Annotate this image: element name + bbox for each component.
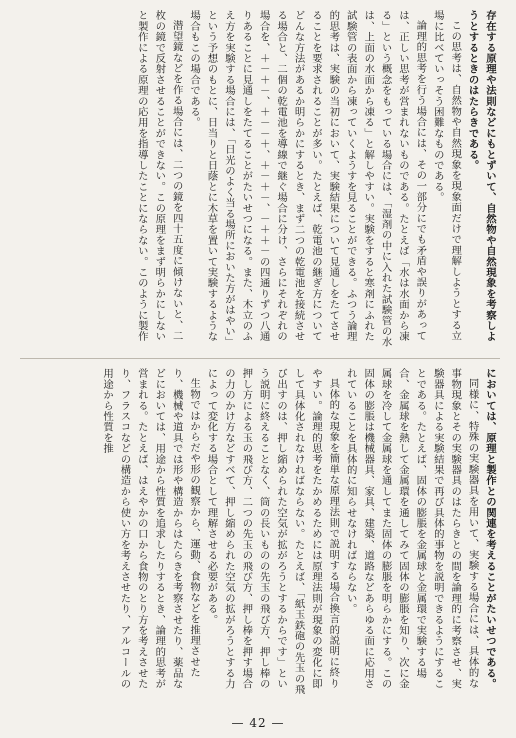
paragraph: [428, 10, 463, 350]
body-text: 具体的な現象を簡単な原理法則で説明する場合換言的説明に終りやすい。論理的思考をたかめるためには原理法則が現象の変化に即して具体化されなければならない。たとえば、「紙玉鉄砲の先玉の飛び出すのは、押し縮められた空気が拡がろうとするからです」という説明に終えることなく、筒の長いものの先玉の飛び方、押し棒の押し方による玉の飛び方、二つの先玉の飛び方、押し棒を押す場合の力のかけ方などすべて、押し縮められた空気の拡がろうとする力によって変化する場合として理解させる必要がある。: [205, 368, 340, 695]
body-text: 同様に、特殊の実験器具を用いて、実験する場合には、具体的な事物現象とその実験器具のはたらきとの間を論理的に考察させ、実験器具による実験結果で再び具体的事物を説明できるようにすることである。たとえば、固体の膨脹を金属球と金属環で実験する場合、金属球を熱して金属環を通してみて固体の膨脹を知り、次に金属球を冷して金属球を通してまた固体の膨脹を明らかにする。この固体の膨脹は機械器具、家具、建築、道路などあらゆる面に応用されていることを具体的に知らせなければならない。: [344, 368, 479, 689]
paragraph: [481, 368, 498, 698]
bold-text: においては、原理と製作との関連を考えることがたいせつである。: [484, 368, 496, 689]
upper-text-block: [22, 10, 498, 350]
paragraph: [463, 10, 498, 350]
page-number: — 42 —: [231, 716, 285, 730]
paragraph: [341, 368, 480, 698]
body-text: 潜望鏡などを作る場合には、二つの鏡を四十五度に傾けないと、二枚の鏡で反射させることができない。この原理をまず明らかにしないと製作による原理の応用を指導したことにならない。このように製作: [135, 10, 183, 342]
paragraph: [98, 368, 202, 698]
paragraph: [185, 10, 429, 350]
body-text: 論理的思考を行う場合には、その一部分にでも矛盾や誤りがあっては、正しい思考が営まれないものである。たとえば「水は水面から凍る」という概念をもっている場合には、「湿剤の中に入れた試験管の水は、上面の水面から凍る」と解しやすい。実験をすると寒剤にふれた試験管の表面から凍っていくようすを見ることができる。ふつう論理的思考は、実験の当初において、実験結果について見通しをたてさせることを要求されることが多い。たとえば、乾電池の継ぎ方についてどんな方法があるか明らかにするとき、まず二つの乾電池を接続させる場合と、二個の乾電池を導線で継ぐ場合に分け、さらにそれぞれの場合を、＋－＋－、＋－－＋、＋－＋－、－＋＋－の四通りずつ八通りあることに見通しをたてることがたいせつになる。また、木立のふえ方を実験する場合には、「日光のよく当る場所においた方がはやい」という予想のもとに、日当りと日蔭とに木草を置いて実験するような場合もこの場合である。: [188, 10, 427, 348]
bold-text: 存在する原理や法則などにもとずいて、自然物や自然現象を考察しようとするときのはたらきである。: [466, 10, 496, 342]
paragraph: [202, 368, 341, 698]
body-text: この思考は、自然物や自然現象を現象面だけで理解しようとする立場に比べていっそう困難なものである。: [431, 10, 462, 342]
section-divider: [20, 358, 500, 359]
paragraph: [132, 10, 184, 350]
body-text: 生物ではからだや形の観察から、運動、食物などを推理させたり、機械や道具では形や構造からはたらきを考察させたり、薬品などにおいては、用途から性質を追求したりするとき、論理的思考が営まれる。たとえば、はえやかの口から食物のとり方を考えさせたり、フラスコなどの構造から使い方を考えさせたり、アルコールの用途から性質を推: [101, 368, 201, 689]
lower-text-block: [22, 368, 498, 698]
